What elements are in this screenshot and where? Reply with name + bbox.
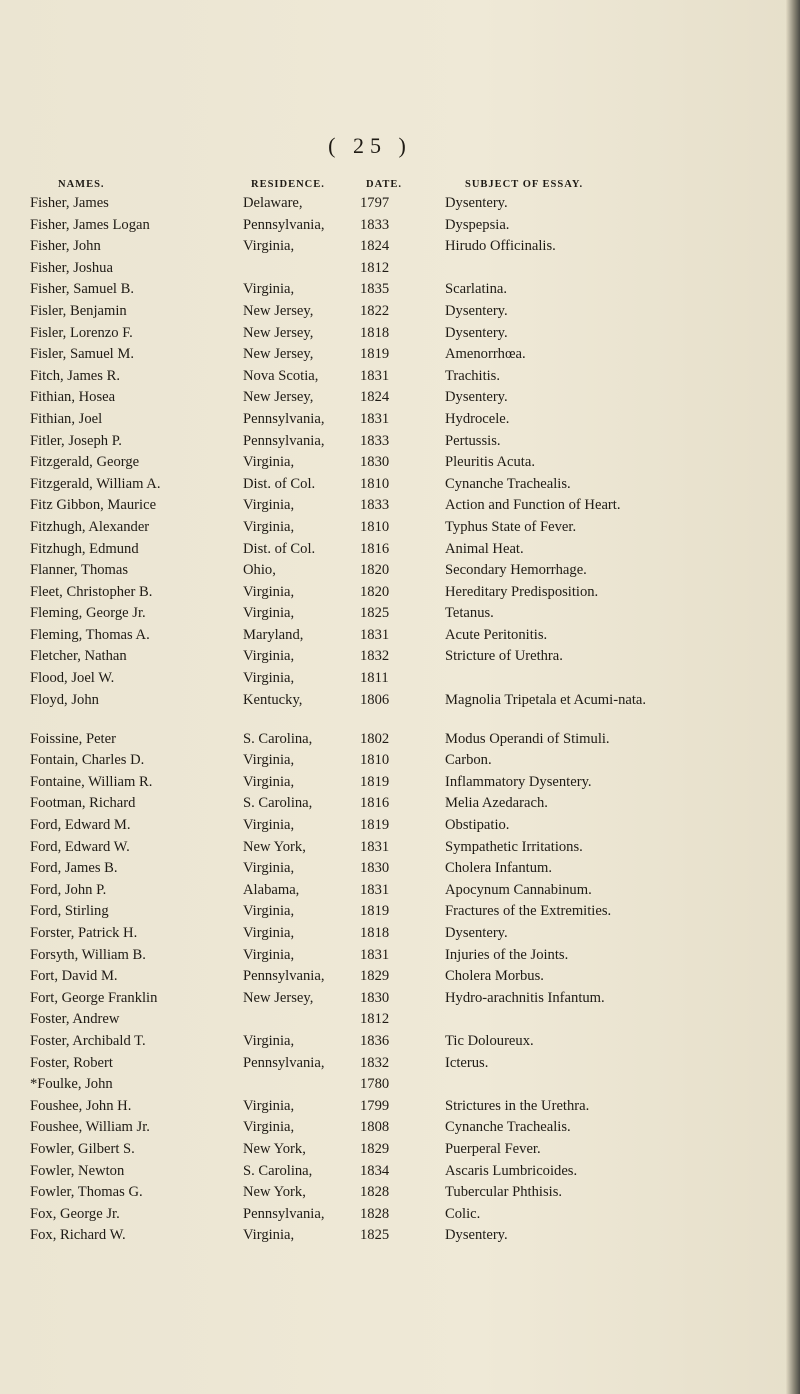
subject-cell: Amenorrhœa. xyxy=(445,346,526,363)
table-row xyxy=(0,858,800,880)
subject-cell: Dysentery. xyxy=(445,389,508,406)
name-cell: Fitzhugh, Edmund xyxy=(30,540,139,557)
subject-cell xyxy=(445,1009,775,1010)
name-cell: Floyd, John xyxy=(30,691,99,708)
date-cell: 1829 xyxy=(360,1140,390,1157)
residence-cell: Virginia, xyxy=(243,903,295,920)
subject-cell: Colic. xyxy=(445,1205,481,1222)
residence-cell: Alabama, xyxy=(243,881,300,898)
table-row xyxy=(0,1139,800,1161)
subject-cell: Icterus. xyxy=(445,1054,489,1071)
name-cell: Fox, Richard W. xyxy=(30,1227,126,1244)
table-row xyxy=(0,279,800,301)
date-cell: 1812 xyxy=(360,259,390,276)
residence-cell: Virginia, xyxy=(243,497,295,514)
residence-cell: Kentucky, xyxy=(243,691,303,708)
name-cell: Ford, Stirling xyxy=(30,903,109,920)
table-row xyxy=(0,988,800,1010)
table-row xyxy=(0,1053,800,1075)
name-cell: Ford, James B. xyxy=(30,860,118,877)
name-cell: Fithian, Hosea xyxy=(30,389,116,406)
table-row xyxy=(0,560,800,582)
residence-cell: Pennsylvania, xyxy=(243,410,325,427)
name-cell: Fisher, Samuel B. xyxy=(30,281,135,298)
subject-cell: Acute Peritonitis. xyxy=(445,626,548,643)
residence-cell: Virginia, xyxy=(243,583,295,600)
table-row xyxy=(0,258,800,280)
table-row xyxy=(0,495,800,517)
name-cell: Foushee, William Jr. xyxy=(30,1119,150,1136)
date-cell: 1829 xyxy=(360,968,390,985)
subject-cell: Magnolia Tripetala et Acumi-nata. xyxy=(445,691,647,708)
subject-cell: Dysentery. xyxy=(445,324,508,341)
table-row xyxy=(0,344,800,366)
date-cell: 1832 xyxy=(360,1054,390,1071)
residence-cell: Virginia, xyxy=(243,752,295,769)
subject-cell: Apocynum Cannabinum. xyxy=(445,881,592,898)
date-cell: 1833 xyxy=(360,216,390,233)
subject-cell: Pertussis. xyxy=(445,432,501,449)
residence-cell: Virginia, xyxy=(243,1119,295,1136)
header-residence: RESIDENCE. xyxy=(251,179,325,190)
date-cell: 1822 xyxy=(360,302,390,319)
table-row xyxy=(0,966,800,988)
table-row xyxy=(0,1225,800,1247)
residence-cell: New Jersey, xyxy=(243,346,314,363)
table-row xyxy=(0,880,800,902)
date-cell: 1808 xyxy=(360,1119,390,1136)
subject-cell: Action and Function of Heart. xyxy=(445,497,621,514)
residence-cell: Virginia, xyxy=(243,670,295,687)
residence-cell: Pennsylvania, xyxy=(243,1205,325,1222)
table-row xyxy=(0,582,800,604)
name-cell: Fowler, Thomas G. xyxy=(30,1184,143,1201)
header-names: NAMES. xyxy=(58,179,105,190)
table-row xyxy=(0,1117,800,1139)
residence-cell: Virginia, xyxy=(243,648,295,665)
residence-cell: Virginia, xyxy=(243,605,295,622)
subject-cell: Hydrocele. xyxy=(445,410,510,427)
subject-cell: Cholera Infantum. xyxy=(445,860,552,877)
date-cell: 1830 xyxy=(360,989,390,1006)
residence-cell: Virginia, xyxy=(243,773,295,790)
table-row xyxy=(0,646,800,668)
subject-cell: Dysentery. xyxy=(445,302,508,319)
name-cell: *Foulke, John xyxy=(30,1076,113,1093)
name-cell: Fleet, Christopher B. xyxy=(30,583,153,600)
date-cell: 1831 xyxy=(360,626,390,643)
table-row xyxy=(0,901,800,923)
subject-cell: Dysentery. xyxy=(445,195,508,211)
residence-cell: New York, xyxy=(243,1140,306,1157)
date-cell: 1834 xyxy=(360,1162,390,1179)
name-cell: Fitch, James R. xyxy=(30,367,120,384)
table-row xyxy=(0,1161,800,1183)
name-cell: Fort, David M. xyxy=(30,968,118,985)
subject-cell xyxy=(445,1074,775,1075)
subject-cell: Dysentery. xyxy=(445,925,508,941)
table-row xyxy=(0,668,800,690)
residence-cell: New York, xyxy=(243,838,306,855)
name-cell: Forster, Patrick H. xyxy=(30,925,138,941)
table-row xyxy=(0,1031,800,1053)
date-cell: 1780 xyxy=(360,1076,390,1093)
date-cell: 1812 xyxy=(360,1011,390,1028)
subject-cell: Cynanche Trachealis. xyxy=(445,1119,571,1136)
residence-cell: Virginia, xyxy=(243,1097,295,1114)
table-row xyxy=(0,729,800,751)
subject-cell: Tetanus. xyxy=(445,605,494,622)
table-row xyxy=(0,215,800,237)
name-cell: Fisher, James xyxy=(30,195,109,211)
date-cell: 1810 xyxy=(360,752,390,769)
date-cell: 1835 xyxy=(360,281,390,298)
table-row xyxy=(0,690,800,729)
table-row xyxy=(0,750,800,772)
date-cell: 1831 xyxy=(360,367,390,384)
table-row xyxy=(0,301,800,323)
name-cell: Foster, Andrew xyxy=(30,1011,120,1028)
date-cell: 1828 xyxy=(360,1205,390,1222)
name-cell: Ford, Edward W. xyxy=(30,838,130,855)
name-cell: Forsyth, William B. xyxy=(30,946,146,963)
name-cell: Fisler, Lorenzo F. xyxy=(30,324,133,341)
table-row xyxy=(0,603,800,625)
table-row xyxy=(0,323,800,345)
name-cell: Flood, Joel W. xyxy=(30,670,115,687)
name-cell: Fletcher, Nathan xyxy=(30,648,127,665)
subject-cell: Melia Azedarach. xyxy=(445,795,548,812)
table-row xyxy=(0,236,800,258)
date-cell: 1831 xyxy=(360,881,390,898)
date-cell: 1833 xyxy=(360,432,390,449)
name-cell: Fitzgerald, George xyxy=(30,454,140,471)
date-cell: 1810 xyxy=(360,518,390,535)
subject-cell: Cholera Morbus. xyxy=(445,968,544,985)
date-cell: 1819 xyxy=(360,903,390,920)
subject-cell: Puerperal Fever. xyxy=(445,1140,541,1157)
date-cell: 1816 xyxy=(360,540,390,557)
subject-cell: Animal Heat. xyxy=(445,540,524,557)
residence-cell: Virginia, xyxy=(243,1227,295,1244)
residence-cell: Virginia, xyxy=(243,518,295,535)
subject-cell: Dysentery. xyxy=(445,1227,508,1244)
residence-cell: New Jersey, xyxy=(243,989,314,1006)
register-table xyxy=(0,193,800,1247)
table-row xyxy=(0,1074,800,1096)
subject-cell: Sympathetic Irritations. xyxy=(445,838,583,855)
residence-cell: Pennsylvania, xyxy=(243,968,325,985)
residence-cell: New Jersey, xyxy=(243,324,314,341)
date-cell: 1819 xyxy=(360,346,390,363)
table-row xyxy=(0,452,800,474)
date-cell: 1797 xyxy=(360,195,390,211)
name-cell: Ford, John P. xyxy=(30,881,107,898)
header-subject: SUBJECT OF ESSAY. xyxy=(465,179,584,190)
subject-cell: Dyspepsia. xyxy=(445,216,510,233)
subject-cell: Carbon. xyxy=(445,752,492,769)
name-cell: Ford, Edward M. xyxy=(30,817,131,834)
table-row xyxy=(0,431,800,453)
date-cell: 1806 xyxy=(360,691,390,708)
subject-cell: Trachitis. xyxy=(445,367,501,384)
table-row xyxy=(0,815,800,837)
name-cell: Fisher, James Logan xyxy=(30,216,150,233)
column-headers xyxy=(0,179,800,193)
residence-cell: New Jersey, xyxy=(243,302,314,319)
residence-cell: Pennsylvania, xyxy=(243,1054,325,1071)
name-cell: Fleming, Thomas A. xyxy=(30,626,150,643)
name-cell: Foissine, Peter xyxy=(30,730,116,747)
name-cell: Fisler, Samuel M. xyxy=(30,346,135,363)
subject-cell: Pleuritis Acuta. xyxy=(445,454,535,471)
name-cell: Fitzhugh, Alexander xyxy=(30,518,150,535)
residence-cell: Virginia, xyxy=(243,454,295,471)
residence-cell: Virginia, xyxy=(243,946,295,963)
table-row xyxy=(0,517,800,539)
table-row xyxy=(0,409,800,431)
date-cell: 1819 xyxy=(360,773,390,790)
subject-cell: Secondary Hemorrhage. xyxy=(445,562,587,579)
residence-cell: S. Carolina, xyxy=(243,730,313,747)
date-cell: 1824 xyxy=(360,238,390,255)
subject-cell: Scarlatina. xyxy=(445,281,507,298)
residence-cell: Maryland, xyxy=(243,626,304,643)
date-cell: 1832 xyxy=(360,648,390,665)
residence-cell: Virginia, xyxy=(243,281,295,298)
table-row xyxy=(0,1182,800,1204)
date-cell: 1818 xyxy=(360,324,390,341)
name-cell: Footman, Richard xyxy=(30,795,136,812)
subject-cell: Cynanche Trachealis. xyxy=(445,475,571,492)
date-cell: 1825 xyxy=(360,605,390,622)
date-cell: 1799 xyxy=(360,1097,390,1114)
table-row xyxy=(0,1096,800,1118)
subject-cell: Fractures of the Extremities. xyxy=(445,903,612,920)
subject-cell: Modus Operandi of Stimuli. xyxy=(445,730,610,747)
name-cell: Fowler, Gilbert S. xyxy=(30,1140,135,1157)
table-row xyxy=(0,772,800,794)
subject-cell: Stricture of Urethra. xyxy=(445,648,563,665)
date-cell: 1825 xyxy=(360,1227,390,1244)
residence-cell: Virginia, xyxy=(243,1032,295,1049)
subject-cell: Obstipatio. xyxy=(445,817,510,834)
name-cell: Fitz Gibbon, Maurice xyxy=(30,497,157,514)
table-row xyxy=(0,539,800,561)
date-cell: 1818 xyxy=(360,925,390,941)
subject-cell: Typhus State of Fever. xyxy=(445,518,577,535)
table-row xyxy=(0,193,800,215)
subject-cell xyxy=(445,668,775,669)
date-cell: 1831 xyxy=(360,838,390,855)
date-cell: 1831 xyxy=(360,410,390,427)
table-row xyxy=(0,945,800,967)
table-row xyxy=(0,1204,800,1226)
name-cell: Fisher, John xyxy=(30,238,101,255)
subject-cell: Tic Doloureux. xyxy=(445,1032,534,1049)
subject-cell xyxy=(445,258,775,259)
residence-cell: Dist. of Col. xyxy=(243,475,316,492)
name-cell: Fitzgerald, William A. xyxy=(30,475,161,492)
name-cell: Fleming, George Jr. xyxy=(30,605,146,622)
date-cell: 1824 xyxy=(360,389,390,406)
table-row xyxy=(0,474,800,496)
name-cell: Fox, George Jr. xyxy=(30,1205,120,1222)
date-cell: 1830 xyxy=(360,860,390,877)
page-number: ( 25 ) xyxy=(328,133,412,158)
date-cell: 1802 xyxy=(360,730,390,747)
table-row xyxy=(0,1009,800,1031)
table-row xyxy=(0,387,800,409)
residence-cell: Pennsylvania, xyxy=(243,432,325,449)
name-cell: Fontaine, William R. xyxy=(30,773,153,790)
residence-cell: Virginia, xyxy=(243,925,295,941)
name-cell: Fowler, Newton xyxy=(30,1162,125,1179)
subject-cell: Ascaris Lumbricoides. xyxy=(445,1162,578,1179)
date-cell: 1820 xyxy=(360,562,390,579)
date-cell: 1820 xyxy=(360,583,390,600)
subject-cell: Hereditary Predisposition. xyxy=(445,583,599,600)
subject-cell: Injuries of the Joints. xyxy=(445,946,569,963)
residence-cell: Virginia, xyxy=(243,238,295,255)
residence-cell: Virginia, xyxy=(243,860,295,877)
residence-cell: Nova Scotia, xyxy=(243,367,319,384)
date-cell: 1811 xyxy=(360,670,389,687)
table-row xyxy=(0,366,800,388)
name-cell: Foster, Archibald T. xyxy=(30,1032,146,1049)
name-cell: Foster, Robert xyxy=(30,1054,113,1071)
date-cell: 1816 xyxy=(360,795,390,812)
name-cell: Fitler, Joseph P. xyxy=(30,432,122,449)
date-cell: 1833 xyxy=(360,497,390,514)
subject-cell: Inflammatory Dysentery. xyxy=(445,773,592,790)
date-cell: 1831 xyxy=(360,946,390,963)
residence-cell: Pennsylvania, xyxy=(243,216,325,233)
name-cell: Fort, George Franklin xyxy=(30,989,158,1006)
table-row xyxy=(0,837,800,859)
name-cell: Fithian, Joel xyxy=(30,410,103,427)
date-cell: 1830 xyxy=(360,454,390,471)
name-cell: Flanner, Thomas xyxy=(30,562,129,579)
table-row xyxy=(0,793,800,815)
residence-cell: New York, xyxy=(243,1184,306,1201)
residence-cell: S. Carolina, xyxy=(243,795,313,812)
date-cell: 1810 xyxy=(360,475,390,492)
date-cell: 1819 xyxy=(360,817,390,834)
subject-cell: Strictures in the Urethra. xyxy=(445,1097,590,1114)
table-row xyxy=(0,923,800,945)
residence-cell: Ohio, xyxy=(243,562,276,579)
subject-cell: Hydro-arachnitis Infantum. xyxy=(445,989,605,1006)
header-date: DATE. xyxy=(366,179,403,190)
date-cell: 1836 xyxy=(360,1032,390,1049)
table-row xyxy=(0,625,800,647)
name-cell: Fisher, Joshua xyxy=(30,259,113,276)
residence-cell: New Jersey, xyxy=(243,389,314,406)
subject-cell: Tubercular Phthisis. xyxy=(445,1184,563,1201)
name-cell: Foushee, John H. xyxy=(30,1097,132,1114)
residence-cell: Virginia, xyxy=(243,817,295,834)
residence-cell: Delaware, xyxy=(243,195,303,211)
name-cell: Fisler, Benjamin xyxy=(30,302,127,319)
residence-cell: Dist. of Col. xyxy=(243,540,316,557)
date-cell: 1828 xyxy=(360,1184,390,1201)
residence-cell: S. Carolina, xyxy=(243,1162,313,1179)
subject-cell: Hirudo Officinalis. xyxy=(445,238,556,255)
name-cell: Fontain, Charles D. xyxy=(30,752,145,769)
